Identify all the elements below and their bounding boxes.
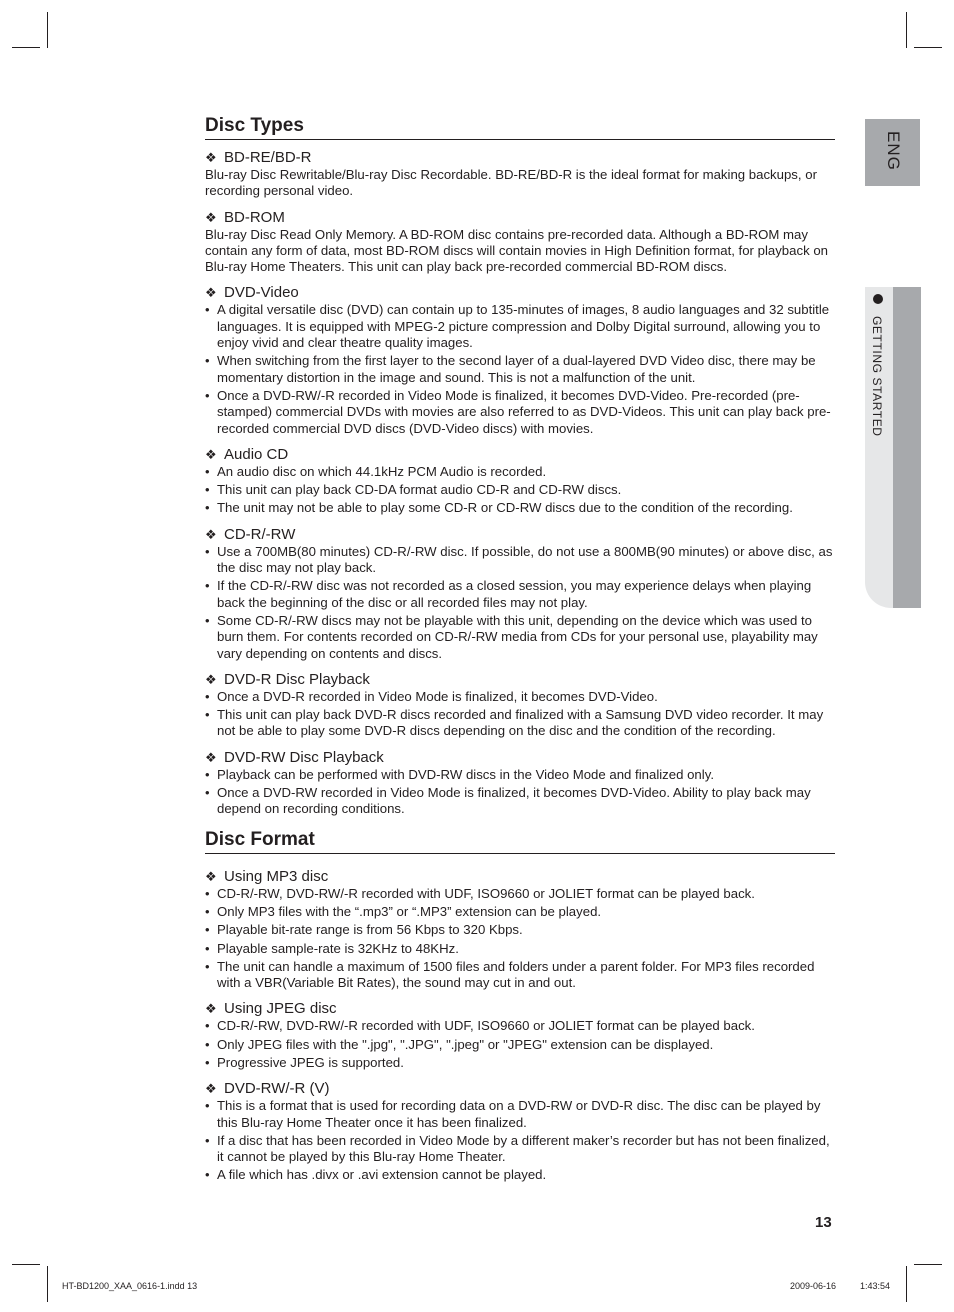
language-tab-label: ENG xyxy=(884,131,903,171)
crop-mark xyxy=(47,12,48,48)
section-tab-label: GETTING STARTED xyxy=(870,316,884,437)
subsection-dvd-video xyxy=(205,284,835,436)
diamond-bullet-icon: ❖ xyxy=(205,209,217,225)
subsection-audio-cd xyxy=(205,446,835,517)
bullet-list xyxy=(205,464,835,517)
list-item: • Playable bit-rate range is from 56 Kbps to 320 Kbps. xyxy=(205,922,835,938)
bullet-list xyxy=(205,767,835,818)
main-content xyxy=(205,114,835,1193)
list-item: • Once a DVD-RW recorded in Video Mode is finalized, it becomes DVD-Video. Ability to play back may depend on recording conditions. xyxy=(205,785,835,818)
subsection-title: BD-RE/BD-R xyxy=(224,149,312,166)
diamond-bullet-icon: ❖ xyxy=(205,671,217,687)
language-tab xyxy=(865,119,920,186)
diamond-bullet-icon: ❖ xyxy=(205,749,217,765)
list-item: • The unit can handle a maximum of 1500 files and folders under a parent folder. For MP3 files recorded with a VBR(Variable Bit Rates), the sound may cut in and out. xyxy=(205,959,835,992)
bullet-list xyxy=(205,302,835,436)
diamond-bullet-icon: ❖ xyxy=(205,285,217,301)
subsection-title: BD-ROM xyxy=(224,208,285,226)
list-item: • When switching from the first layer to the second layer of a dual-layered DVD Video disc, there may be momentary distortion in the image and sound. This is not a malfunction of the unit. xyxy=(205,353,835,386)
diamond-bullet-icon: ❖ xyxy=(205,1081,217,1097)
crop-mark xyxy=(914,47,942,48)
list-item: • Progressive JPEG is supported. xyxy=(205,1055,835,1071)
bullet-list xyxy=(205,886,835,992)
diamond-bullet-icon: ❖ xyxy=(205,446,217,462)
bullet-list xyxy=(205,1018,835,1071)
diamond-bullet-icon: ❖ xyxy=(205,868,217,884)
diamond-bullet-icon: ❖ xyxy=(205,1001,217,1017)
crop-mark xyxy=(12,47,40,48)
subsection-bd-rom xyxy=(205,209,835,276)
section-title-disc-types: Disc Types xyxy=(205,114,835,140)
crop-mark xyxy=(12,1264,40,1265)
subsection-title: DVD-Video xyxy=(224,284,299,302)
section-tab-edge xyxy=(893,287,921,608)
bullet-list xyxy=(205,689,835,740)
list-item: • Some CD-R/-RW discs may not be playable with this unit, depending on the device which was used to burn them. For contents recorded on CD-R/-RW media from CDs for your personal use, playability may vary depending on contents and discs. xyxy=(205,613,835,662)
list-item: • Playable sample-rate is 32KHz to 48KHz. xyxy=(205,941,835,957)
paragraph: Blu-ray Disc Read Only Memory. A BD-ROM disc contains pre-recorded data. Although a BD-ROM may contain any form of data, most BD-ROM discs will contain movies in High Definition format, for playback on Blu-ray Home Theaters. This unit can play back pre-recorded commercial BD-ROM discs. xyxy=(205,226,828,275)
list-item: • Use a 700MB(80 minutes) CD-R/-RW disc. If possible, do not use a 800MB(90 minutes) or above disc, as the disc may not play back. xyxy=(205,544,835,577)
crop-mark xyxy=(906,12,907,48)
list-item: • The unit may not be able to play some CD-R or CD-RW discs due to the condition of the recording. xyxy=(205,500,835,516)
list-item: • A digital versatile disc (DVD) can contain up to 135-minutes of images, 8 audio languages and 32 subtitle languages. It is equipped with MPEG-2 picture compression and Dolby Digital surround, allowing you to enjoy vivid and clear theatre quality images. xyxy=(205,302,835,351)
list-item: • This is a format that is used for recording data on a DVD-RW or DVD-R disc. The disc can be played by this Blu-ray Home Theater once it has been finalized. xyxy=(205,1098,835,1131)
footer-file-name: HT-BD1200_XAA_0616-1.indd 13 xyxy=(62,1281,198,1291)
section-bullet-icon xyxy=(873,294,883,304)
list-item: • A file which has .divx or .avi extension cannot be played. xyxy=(205,1167,835,1183)
list-item: • CD-R/-RW, DVD-RW/-R recorded with UDF, ISO9660 or JOLIET format can be played back. xyxy=(205,1018,835,1034)
subsection-title: Using JPEG disc xyxy=(224,1000,337,1018)
subsection-title: CD-R/-RW xyxy=(224,525,296,543)
subsection-title: DVD-RW/-R (V) xyxy=(224,1080,330,1098)
list-item: • Playback can be performed with DVD-RW discs in the Video Mode and finalized only. xyxy=(205,767,835,783)
page-number: 13 xyxy=(815,1214,832,1231)
subsection-dvd-rw-r-v xyxy=(205,1080,835,1183)
footer-date: 2009-06-16 xyxy=(790,1281,837,1291)
section-title-disc-format: Disc Format xyxy=(205,828,835,854)
crop-mark xyxy=(914,1264,942,1265)
list-item: • This unit can play back CD-DA format audio CD-R and CD-RW discs. xyxy=(205,482,835,498)
bullet-list xyxy=(205,544,835,662)
crop-mark xyxy=(47,1266,48,1302)
list-item: • An audio disc on which 44.1kHz PCM Audio is recorded. xyxy=(205,464,835,480)
subsection-title: Using MP3 disc xyxy=(224,867,329,885)
subsection-dvd-rw xyxy=(205,749,835,818)
list-item: • Once a DVD-RW/-R recorded in Video Mode is finalized, it becomes DVD-Video. Pre-recorded (pre-stamped) commercial DVDs with movies are also referred to as DVD-Videos. This unit can play back pre-recorded commercial DVD discs (DVD-Video discs) with movies. xyxy=(205,388,835,437)
paragraph: Blu-ray Disc Rewritable/Blu-ray Disc Recordable. BD-RE/BD-R is the ideal format for making backups, or recording personal video. xyxy=(205,167,817,199)
list-item: • Only MP3 files with the “.mp3” or “.MP3” extension can be played. xyxy=(205,904,835,920)
list-item: • Once a DVD-R recorded in Video Mode is finalized, it becomes DVD-Video. xyxy=(205,689,835,705)
bullet-list xyxy=(205,1098,835,1183)
list-item: • This unit can play back DVD-R discs recorded and finalized with a Samsung DVD video recorder. It may not be able to play some DVD-R discs depending on the disc and the condition of the recording. xyxy=(205,707,835,740)
diamond-bullet-icon: ❖ xyxy=(205,526,217,542)
list-item: • CD-R/-RW, DVD-RW/-R recorded with UDF, ISO9660 or JOLIET format can be played back. xyxy=(205,886,835,902)
subsection-title: Audio CD xyxy=(224,445,289,463)
subsection-mp3 xyxy=(205,868,835,992)
subsection-jpeg xyxy=(205,1000,835,1071)
subsection-title: DVD-R Disc Playback xyxy=(224,670,370,688)
diamond-bullet-icon: ❖ xyxy=(205,150,217,165)
crop-mark xyxy=(906,1266,907,1302)
subsection-bd-re xyxy=(205,149,835,200)
list-item: • If a disc that has been recorded in Video Mode by a different maker’s recorder but has not been finalized, it cannot be played by this Blu-ray Home Theater. xyxy=(205,1133,835,1166)
list-item: • Only JPEG files with the ".jpg", ".JPG", ".jpeg" or "JPEG" extension can be displayed. xyxy=(205,1037,835,1053)
subsection-title: DVD-RW Disc Playback xyxy=(224,748,384,766)
subsection-dvd-r xyxy=(205,671,835,740)
footer-time: 1:43:54 xyxy=(860,1281,891,1291)
list-item: • If the CD-R/-RW disc was not recorded as a closed session, you may experience delays when playing back the beginning of the disc or all recorded files may not play. xyxy=(205,578,835,611)
subsection-cd-r-rw xyxy=(205,526,835,662)
